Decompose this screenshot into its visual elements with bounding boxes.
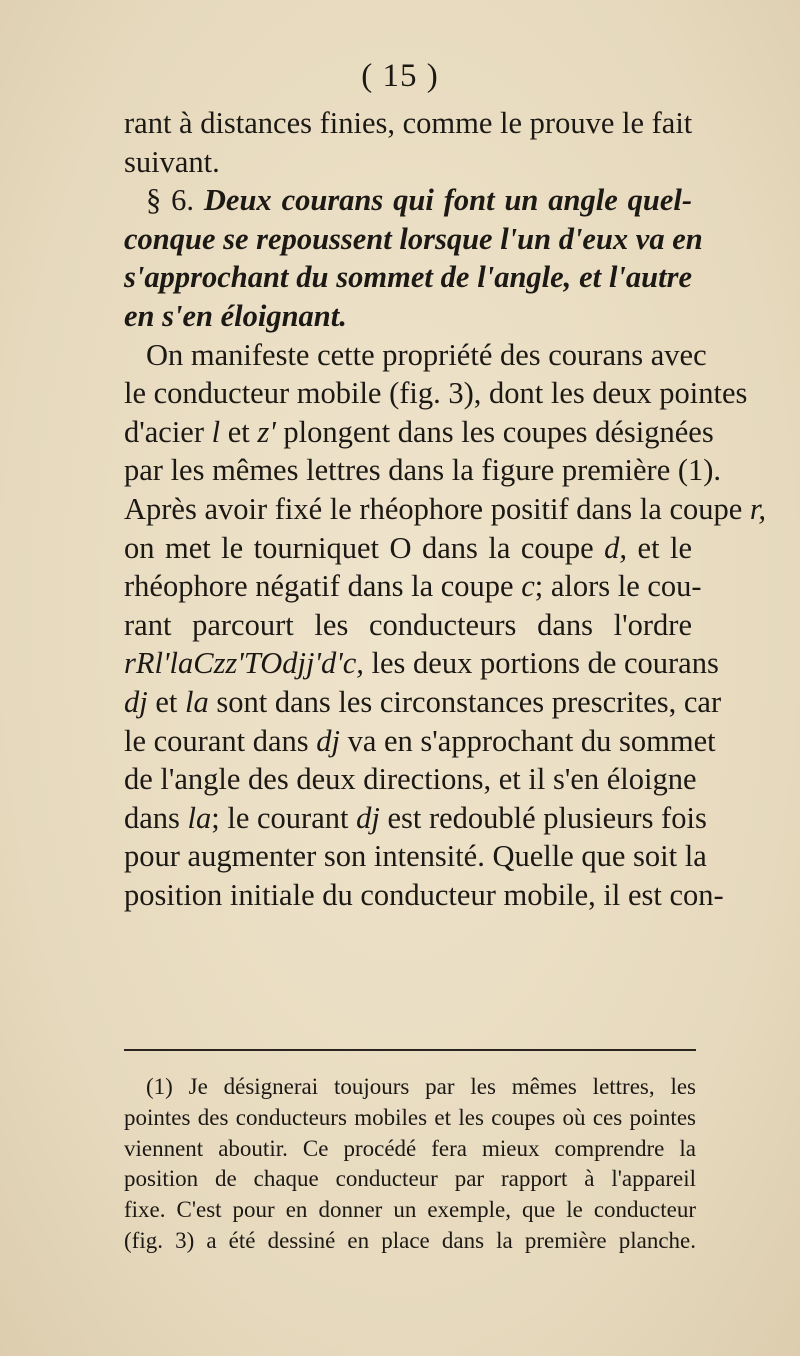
text-fragment: on met le tourniquet O dans la coupe — [124, 530, 594, 565]
footnote-line: (1) Je désignerai toujours par les mêmes lettres, les — [146, 1074, 696, 1099]
text-line: par les mêmes lettres dans la figure première (1). — [124, 453, 722, 488]
letter-r: r, — [749, 491, 767, 526]
text-fragment: le courant dans — [124, 723, 309, 758]
footnote-line: viennent aboutir. Ce procédé fera mieux comprendre la — [124, 1135, 696, 1161]
footnote-line: position de chaque conducteur par rapport à l'appareil — [124, 1166, 696, 1192]
text-line — [124, 413, 714, 452]
text-line — [124, 529, 692, 568]
text-line: position initiale du conducteur mobile, il est con- — [124, 877, 724, 912]
footnote-divider — [124, 1049, 696, 1051]
letters-la: la — [185, 684, 209, 719]
text-line — [124, 644, 719, 683]
text-line: rant parcourt les conducteurs dans l'ordre — [124, 607, 692, 642]
text-fragment: va en s'approchant du sommet — [347, 723, 716, 758]
main-text — [124, 104, 767, 914]
text-line: le conducteur mobile (fig. 3), dont les deux pointes — [124, 376, 748, 411]
text-line — [124, 683, 722, 722]
letters-dj: dj — [316, 723, 340, 758]
section-heading: Deux courans qui font un angle quel- — [203, 183, 693, 218]
text-line — [124, 722, 716, 761]
section-heading-line: conque se repoussent lorsque l'un d'eux va en — [124, 221, 703, 256]
text-line — [124, 799, 707, 838]
footnote-line: (fig. 3) a été dessiné en place dans la première planche. — [124, 1227, 696, 1253]
letters-dj: dj — [356, 800, 380, 835]
text-line: de l'angle des deux directions, et il s'en éloigne — [124, 762, 697, 797]
text-fragment: sont dans les circonstances prescrites, car — [216, 684, 722, 719]
letter-d: d, — [604, 530, 628, 565]
text-line: On manifeste cette propriété des courans avec — [146, 337, 707, 372]
footnote-line: fixe. C'est pour en donner un exemple, que le conducteur — [124, 1197, 696, 1223]
conductor-sequence: rRl'laCzz'TOdjj'd'c, — [124, 646, 364, 681]
text-fragment: rhéophore négatif dans la coupe — [124, 569, 514, 604]
text-fragment: est redoublé plusieurs fois — [387, 800, 707, 835]
letter-z-prime: z' — [257, 414, 276, 449]
text-line: rant à distances finies, comme le prouve le fait — [124, 106, 693, 140]
text-line: pour augmenter son intensité. Quelle que soit la — [124, 839, 707, 874]
text-fragment: et — [155, 684, 178, 719]
text-fragment: dans — [124, 800, 180, 835]
text-line: suivant. — [124, 144, 220, 179]
letter-l: l — [211, 414, 221, 449]
text-fragment: plongent dans les coupes désignées — [283, 414, 714, 449]
text-fragment: ; alors le cou- — [534, 569, 702, 604]
page-number: ( 15 ) — [361, 58, 439, 94]
section-heading-line: en s'en éloignant. — [124, 298, 347, 333]
text-fragment: et — [227, 414, 250, 449]
text-fragment: et le — [637, 530, 693, 565]
text-fragment: Après avoir fixé le rhéophore positif dans la coupe — [124, 491, 743, 526]
text-fragment: ; le courant — [211, 800, 349, 835]
letter-c: c — [521, 569, 535, 604]
section-heading-line: s'approchant du sommet de l'angle, et l'autre — [124, 260, 692, 295]
footnote-line: pointes des conducteurs mobiles et les coupes où ces pointes — [124, 1104, 696, 1130]
letters-la: la — [187, 800, 212, 835]
section-number: § 6. — [146, 183, 195, 218]
text-line — [124, 490, 767, 529]
section-heading-line — [124, 181, 692, 220]
text-line — [124, 567, 702, 606]
text-fragment: d'acier — [124, 414, 204, 449]
text-fragment: les deux portions de courans — [371, 646, 719, 681]
footnote — [124, 1072, 696, 1257]
letters-dj: dj — [124, 684, 148, 719]
